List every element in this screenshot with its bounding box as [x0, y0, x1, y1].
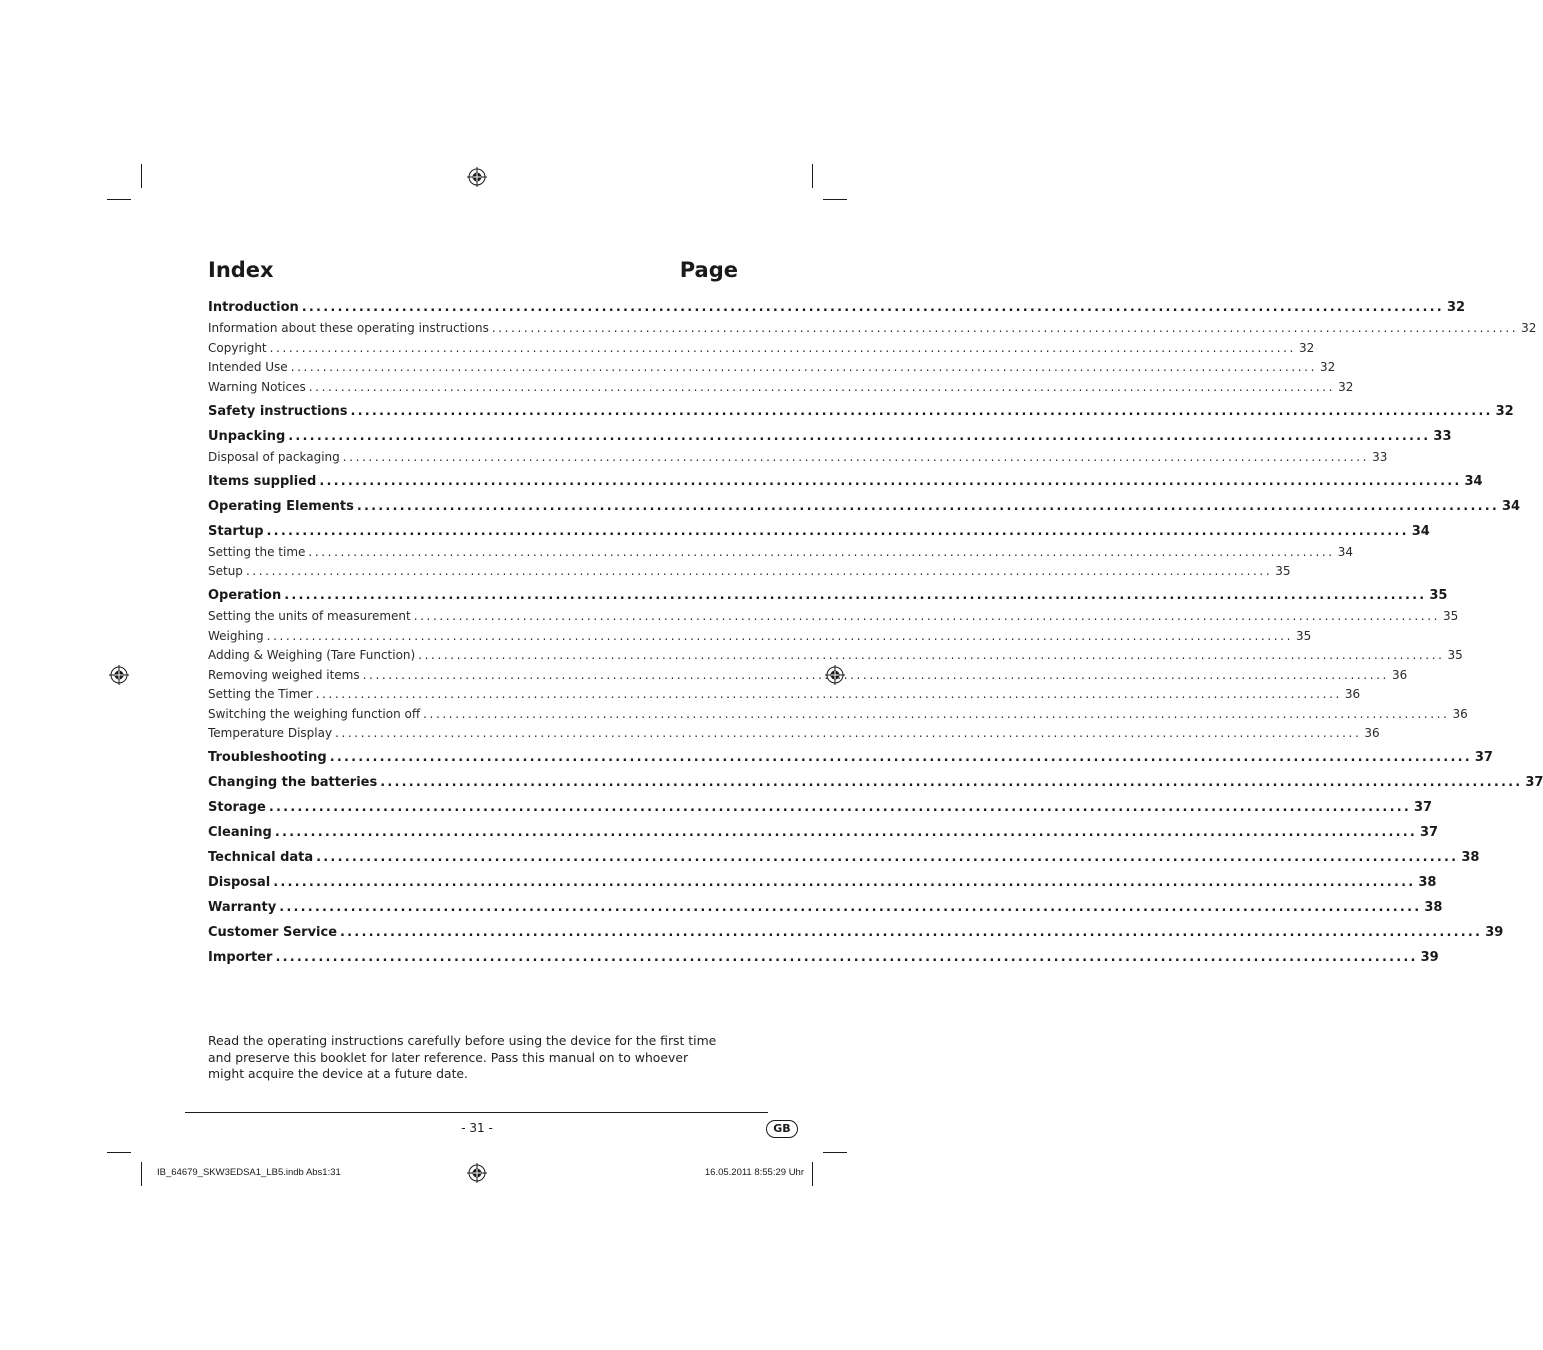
print-slug-date: 16.05.2011 8:55:29 Uhr — [704, 1167, 804, 1178]
toc-leader-dots: ................................................................................................................................................................ — [290, 360, 1317, 374]
toc-entry-page: 36 — [1364, 726, 1380, 740]
toc-subentry — [208, 321, 1537, 335]
toc-entry-page: 37 — [1474, 750, 1493, 765]
toc-leader-dots: ................................................................................................................................................................ — [350, 403, 1493, 419]
toc-entry-label: Intended Use — [208, 360, 288, 374]
toc-entry-label: Warranty — [208, 900, 277, 915]
language-badge: GB — [766, 1120, 798, 1138]
toc-entry — [208, 850, 1480, 865]
toc-subentry — [208, 648, 1463, 662]
toc-entry-page: 35 — [1275, 564, 1291, 578]
toc-leader-dots: ................................................................................................................................................................ — [418, 648, 1445, 662]
toc-entry-label: Importer — [208, 950, 273, 965]
toc-entry-label: Changing the batteries — [208, 775, 378, 790]
toc-entry-page: 32 — [1338, 379, 1354, 394]
toc-entry-page: 39 — [1485, 925, 1504, 940]
toc-leader-dots: ................................................................................................................................................................ — [284, 588, 1427, 603]
toc-entry — [208, 428, 1452, 444]
toc-entry-label: Storage — [208, 800, 266, 815]
toc-entry — [208, 925, 1504, 940]
toc-entry-page: 38 — [1461, 850, 1480, 865]
toc-entry-page: 35 — [1447, 648, 1463, 662]
registration-mark-icon — [109, 665, 129, 685]
toc-subentry — [208, 564, 1291, 578]
crop-mark-icon — [812, 1162, 813, 1186]
toc-entry-label: Setting the units of measurement — [208, 609, 411, 623]
toc-leader-dots: ................................................................................................................................................................ — [423, 706, 1450, 721]
registration-mark-icon — [467, 167, 487, 187]
toc-entry-page: 32 — [1320, 360, 1336, 374]
toc-entry-label: Technical data — [208, 850, 314, 865]
crop-mark-icon — [823, 199, 847, 200]
toc-entry-page: 32 — [1495, 403, 1514, 419]
toc-entry-label: Operating Elements — [208, 498, 354, 514]
toc-entry-label: Cleaning — [208, 825, 272, 840]
crop-mark-icon — [812, 164, 813, 188]
toc-subentry — [208, 628, 1312, 643]
toc-subentry — [208, 726, 1380, 740]
toc-leader-dots: ................................................................................................................................................................ — [491, 321, 1519, 335]
toc-leader-dots: ................................................................................................................................................................ — [308, 379, 1336, 394]
toc-leader-dots: ................................................................................................................................................................ — [380, 775, 1523, 790]
toc-entry-page: 32 — [1521, 321, 1537, 335]
toc-entry-label: Startup — [208, 523, 264, 539]
toc-leader-dots: ................................................................................................................................................................ — [273, 875, 1416, 890]
toc-leader-dots: ................................................................................................................................................................ — [356, 498, 1499, 514]
toc-entry-page: 32 — [1446, 300, 1466, 315]
toc-entry-page: 36 — [1391, 667, 1408, 682]
toc-entry-label: Items supplied — [208, 473, 317, 489]
toc-leader-dots: ................................................................................................................................................................ — [279, 900, 1422, 915]
toc-leader-dots: ................................................................................................................................................................ — [342, 449, 1370, 464]
toc-leader-dots: ................................................................................................................................................................ — [319, 473, 1462, 489]
toc-entry-page: 34 — [1411, 523, 1430, 539]
toc-subentry — [208, 340, 1315, 355]
toc-leader-dots: ................................................................................................................................................................ — [301, 300, 1444, 315]
toc-entry — [208, 750, 1493, 765]
toc-entry-label: Weighing — [208, 628, 264, 643]
toc-leader-dots: ................................................................................................................................................................ — [316, 850, 1459, 865]
toc-subentry — [208, 706, 1468, 721]
toc-entry-page: 35 — [1443, 609, 1459, 623]
toc-subentry — [208, 687, 1361, 701]
toc-entry-page: 38 — [1424, 900, 1443, 915]
toc-entry-page: 37 — [1525, 775, 1543, 790]
reading-notice: Read the operating instructions carefully before using the device for the first time and preserve this booklet for later reference. Pass this manual on to whoever might acquire the device at a future date. — [208, 1033, 717, 1081]
toc-subentry — [208, 379, 1354, 394]
toc-entry-label: Disposal — [208, 875, 271, 890]
toc-entry — [208, 403, 1514, 419]
toc-entry — [208, 875, 1437, 890]
toc-subentry — [208, 544, 1353, 559]
toc-subentry — [208, 360, 1336, 374]
crop-mark-icon — [107, 199, 131, 200]
toc-leader-dots: ................................................................................................................................................................ — [335, 726, 1362, 740]
crop-mark-icon — [141, 164, 142, 188]
toc-entry-label: Setting the Timer — [208, 687, 313, 701]
toc-leader-dots: ................................................................................................................................................................ — [362, 667, 1389, 682]
crop-mark-icon — [141, 1162, 142, 1186]
toc-subentry — [208, 667, 1408, 682]
toc-entry-page: 33 — [1433, 428, 1452, 444]
toc-entry-page: 36 — [1344, 687, 1361, 701]
toc-entry-page: 33 — [1372, 449, 1388, 464]
page-column-heading: Page — [679, 258, 738, 282]
toc-leader-dots: ................................................................................................................................................................ — [268, 800, 1411, 815]
toc-entry-label: Copyright — [208, 340, 267, 355]
toc-entry-page: 35 — [1295, 628, 1312, 643]
index-heading: Index — [208, 258, 274, 282]
toc-entry — [208, 300, 1466, 315]
footer-rule — [185, 1112, 768, 1113]
toc-entry-page: 34 — [1337, 544, 1353, 559]
crop-mark-icon — [823, 1152, 847, 1153]
toc-entry-page: 39 — [1420, 950, 1439, 965]
toc-subentry — [208, 609, 1459, 623]
toc-entry-page: 37 — [1420, 825, 1439, 840]
toc-entry — [208, 950, 1439, 965]
toc-entry-page: 36 — [1452, 706, 1468, 721]
toc-entry — [208, 523, 1430, 539]
toc-entry-page: 32 — [1298, 340, 1315, 355]
toc-entry — [208, 775, 1543, 790]
toc-entry-label: Customer Service — [208, 925, 338, 940]
toc-entry-page: 34 — [1464, 473, 1483, 489]
toc-leader-dots: ................................................................................................................................................................ — [245, 564, 1273, 578]
toc-subentry — [208, 449, 1388, 464]
toc-entry — [208, 473, 1483, 489]
toc-entry — [208, 498, 1521, 514]
toc-entry-label: Temperature Display — [208, 726, 333, 740]
toc-entry-page: 38 — [1418, 875, 1437, 890]
toc-entry-page: 34 — [1502, 498, 1521, 514]
toc-entry-label: Troubleshooting — [208, 750, 327, 765]
toc-entry — [208, 800, 1433, 815]
toc-leader-dots: ................................................................................................................................................................ — [269, 340, 1296, 355]
page-number: - 31 - — [461, 1121, 493, 1135]
toc-leader-dots: ................................................................................................................................................................ — [275, 950, 1418, 965]
toc-entry-label: Setting the time — [208, 544, 306, 559]
toc-entry — [208, 900, 1443, 915]
toc-entry-page: 35 — [1429, 588, 1448, 603]
toc-entry-label: Adding & Weighing (Tare Function) — [208, 648, 416, 662]
toc-leader-dots: ................................................................................................................................................................ — [315, 687, 1342, 701]
toc-entry-label: Switching the weighing function off — [208, 706, 421, 721]
toc-leader-dots: ................................................................................................................................................................ — [274, 825, 1418, 840]
toc-entry-page: 37 — [1413, 800, 1433, 815]
toc-entry-label: Safety instructions — [208, 403, 348, 419]
toc-entry — [208, 588, 1448, 603]
toc-entry-label: Removing weighed items — [208, 667, 360, 682]
toc-entry-label: Introduction — [208, 300, 299, 315]
toc-entry-label: Operation — [208, 588, 282, 603]
toc-entry-label: Unpacking — [208, 428, 286, 444]
toc-entry — [208, 825, 1439, 840]
crop-mark-icon — [107, 1152, 131, 1153]
toc-entry-label: Setup — [208, 564, 243, 578]
toc-leader-dots: ................................................................................................................................................................ — [413, 609, 1441, 623]
toc-leader-dots: ................................................................................................................................................................ — [340, 925, 1483, 940]
toc-leader-dots: ................................................................................................................................................................ — [266, 523, 1409, 539]
toc-leader-dots: ................................................................................................................................................................ — [288, 428, 1431, 444]
toc-entry-label: Warning Notices — [208, 379, 306, 394]
registration-mark-icon — [467, 1163, 487, 1183]
toc-leader-dots: ................................................................................................................................................................ — [329, 750, 1472, 765]
toc-leader-dots: ................................................................................................................................................................ — [266, 628, 1293, 643]
print-slug-file: IB_64679_SKW3EDSA1_LB5.indb Abs1:31 — [157, 1167, 341, 1178]
toc-entry-label: Information about these operating instructions — [208, 321, 489, 335]
toc-entry-label: Disposal of packaging — [208, 449, 340, 464]
toc-leader-dots: ................................................................................................................................................................ — [308, 544, 1335, 559]
